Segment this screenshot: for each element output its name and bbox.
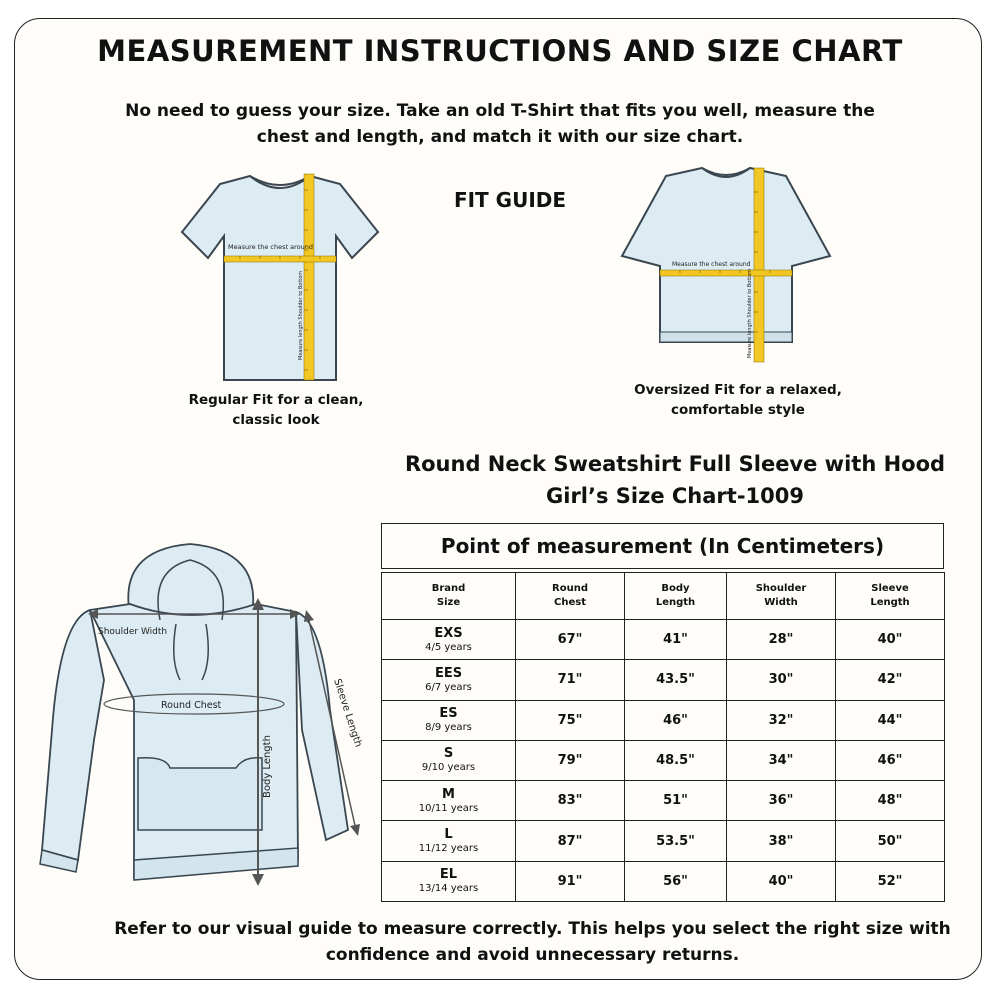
size-chart-title-line2: Girl’s Size Chart-1009 xyxy=(546,484,804,508)
chest-cell: 79" xyxy=(516,740,625,780)
body-length-cell: 43.5" xyxy=(625,660,727,700)
shoulder-cell: 30" xyxy=(727,660,836,700)
table-row xyxy=(382,620,945,660)
hoodie-illustration xyxy=(30,530,370,890)
sleeve-cell: 50" xyxy=(836,821,945,861)
sleeve-cell: 46" xyxy=(836,740,945,780)
shoulder-width-label: Shoulder Width xyxy=(98,627,168,637)
size-chart-title xyxy=(385,448,965,512)
table-row xyxy=(382,781,945,821)
header-round-chest: Round Chest xyxy=(516,573,625,620)
chest-cell: 83" xyxy=(516,781,625,821)
table-row xyxy=(382,821,945,861)
table-row xyxy=(382,660,945,700)
size-cell: EL 13/14 years xyxy=(382,861,516,901)
shoulder-cell: 40" xyxy=(727,861,836,901)
regular-length-label: Measure length Shoulder to Bottom xyxy=(298,270,304,360)
body-length-cell: 41" xyxy=(625,620,727,660)
table-row xyxy=(382,861,945,901)
intro-text: No need to guess your size. Take an old T-Shirt that fits you well, measure the chest and length, and match it with our size chart. xyxy=(125,101,875,147)
oversized-fit-caption: Oversized Fit for a relaxed, comfortable style xyxy=(634,382,842,418)
shoulder-cell: 36" xyxy=(727,781,836,821)
point-of-measurement-header: Point of measurement (In Centimeters) xyxy=(381,523,944,569)
size-cell: L 11/12 years xyxy=(382,821,516,861)
sleeve-cell: 52" xyxy=(836,861,945,901)
size-cell: EES 6/7 years xyxy=(382,660,516,700)
size-cell: M 10/11 years xyxy=(382,781,516,821)
sleeve-cell: 44" xyxy=(836,700,945,740)
fit-guide-heading: FIT GUIDE xyxy=(453,188,567,212)
regular-chest-label: Measure the chest around xyxy=(228,243,313,251)
size-chart-title-line1: Round Neck Sweatshirt Full Sleeve with Hood xyxy=(404,452,946,476)
shoulder-cell: 34" xyxy=(727,740,836,780)
chest-cell: 71" xyxy=(516,660,625,700)
size-cell: S 9/10 years xyxy=(382,740,516,780)
shoulder-cell: 28" xyxy=(727,620,836,660)
chest-cell: 87" xyxy=(516,821,625,861)
table-header-row xyxy=(382,573,945,620)
regular-fit-tshirt-illustration xyxy=(180,170,380,385)
header-sleeve-length: Sleeve Length xyxy=(836,573,945,620)
sleeve-length-label: Sleeve Length xyxy=(331,677,364,749)
size-chart-table xyxy=(381,572,945,902)
oversized-tshirt-illustration xyxy=(620,162,832,374)
header-shoulder-width: Shoulder Width xyxy=(727,573,836,620)
header-brand-size: Brand Size xyxy=(382,573,516,620)
table-row xyxy=(382,740,945,780)
sleeve-cell: 42" xyxy=(836,660,945,700)
table-row xyxy=(382,700,945,740)
sleeve-cell: 48" xyxy=(836,781,945,821)
oversized-length-label: Measure length Shoulder to Bottom xyxy=(747,268,753,358)
regular-fit-caption: Regular Fit for a clean, classic look xyxy=(188,392,364,428)
body-length-cell: 56" xyxy=(625,861,727,901)
chest-cell: 75" xyxy=(516,700,625,740)
size-cell: EXS 4/5 years xyxy=(382,620,516,660)
shoulder-cell: 32" xyxy=(727,700,836,740)
body-length-cell: 46" xyxy=(625,700,727,740)
size-cell: ES 8/9 years xyxy=(382,700,516,740)
oversized-chest-label: Measure the chest around xyxy=(672,261,751,268)
round-chest-label: Round Chest xyxy=(161,700,222,711)
chest-cell: 67" xyxy=(516,620,625,660)
footer-text: Refer to our visual guide to measure correctly. This helps you select the right size with confidence and avoid unnecessary returns. xyxy=(114,919,951,965)
page-title: MEASUREMENT INSTRUCTIONS AND SIZE CHART xyxy=(97,34,903,68)
header-body-length: Body Length xyxy=(625,573,727,620)
body-length-cell: 51" xyxy=(625,781,727,821)
body-length-label: Body Length xyxy=(262,735,273,798)
body-length-cell: 53.5" xyxy=(625,821,727,861)
body-length-cell: 48.5" xyxy=(625,740,727,780)
shoulder-cell: 38" xyxy=(727,821,836,861)
chest-cell: 91" xyxy=(516,861,625,901)
sleeve-cell: 40" xyxy=(836,620,945,660)
